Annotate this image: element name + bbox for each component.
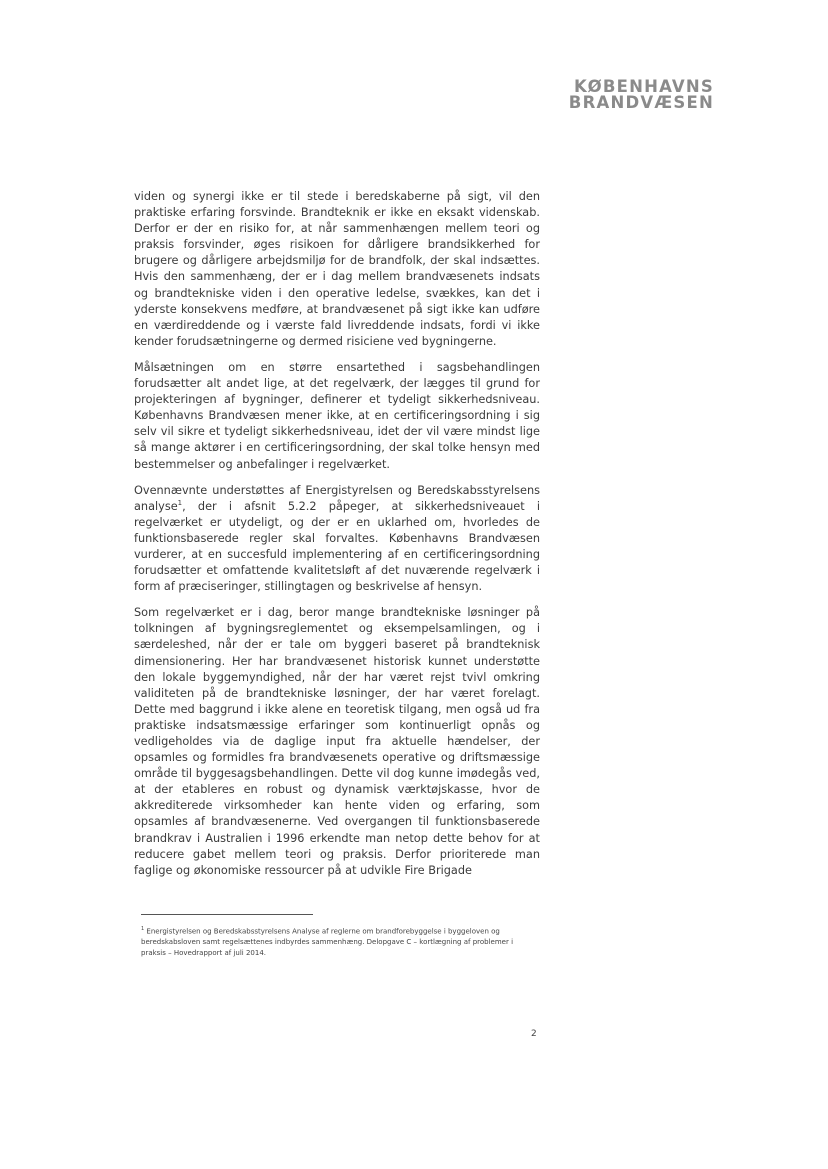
paragraph-3 [134, 483, 540, 596]
paragraph-3-text-b: , der i afsnit 5.2.2 påpeger, at sikkerhedsniveauet i regelværket er utydeligt, og der er en uklarhed om, hvorledes de funktionsbaserede regler skal forvaltes. Københavns Brandvæsen vurderer, at en succesfuld implementering af en certificeringsordning forudsætter et omfattende kvalitetsløft af det nuværende regelværk i form af præciseringer, stillingtagen og beskrivelse af hensyn. [134, 499, 540, 594]
logo-line-1: KØBENHAVNS [574, 77, 714, 96]
logo-line-2: BRANDVÆSEN [568, 93, 714, 112]
footnote-marker: 1 [141, 926, 145, 932]
page-number: 2 [531, 1029, 537, 1039]
body-text [134, 189, 540, 889]
paragraph-2: Målsætningen om en større ensartethed i sagsbehandlingen forudsætter alt andet lige, at det regelværk, der lægges til grund for projekteringen af bygninger, definerer et tydeligt sikkerhedsniveau. Københavns Brandvæsen mener ikke, at en certificeringsordning i sig selv vil sikre et tydeligt sikkerhedsniveau, idet der vil være mindst lige så mange aktører i en certificeringsordning, der skal tolke hensyn med bestemmelser og anbefalinger i regelværket. [134, 360, 540, 471]
footnote-divider [141, 914, 313, 915]
footnote-text: Energistyrelsen og Beredskabsstyrelsens Analyse af reglerne om brandforebyggelse i byggeloven og beredskabsloven samt regelsættenes indbyrdes sammenhæng. Delopgave C – kortlægning af problemer i praksis – Hovedrapport af juli 2014. [141, 927, 514, 958]
paragraph-1: viden og synergi ikke er til stede i beredskaberne på sigt, vil den praktiske erfaring forsvinde. Brandteknik er ikke en eksakt videnskab. Derfor er der en risiko for, at når sammenhængen mellem teori og praksis forsvinder, øges risikoen for dårligere brandsikkerhed for brugere og dårligere arbejdsmiljø for de brandfolk, der skal indsættes. Hvis den sammenhæng, der er i dag mellem brandvæsenets indsats og brandtekniske viden i den operative ledelse, svækkes, kan det i yderste konsekvens medføre, at brandvæsenet på sigt ikke kan udføre en værdireddende og i værste fald livreddende indsats, fordi vi ikke kender forudsætningerne og dermed risiciene ved bygningerne. [134, 190, 540, 348]
footnote [141, 924, 536, 959]
paragraph-3-text-a: Ovennævnte understøttes af Energistyrelsen og Beredskabsstyrelsens analyse [134, 483, 540, 513]
footnote-reference: 1 [177, 498, 183, 507]
paragraph-4: Som regelværket er i dag, beror mange brandtekniske løsninger på tolkningen af bygningsreglementet og eksempelsamlingen, og i særdeleshed, når der er tale om byggeri baseret på brandteknisk dimensionering. Her har brandvæsenet historisk kunnet understøtte den lokale byggemyndighed, når der har været rejst tvivl omkring validiteten på de brandtekniske løsninger, der har været forelagt. Dette med baggrund i ikke alene en teoretisk tilgang, men også ud fra praktiske indsatsmæssige erfaringer som kontinuerligt opnås og vedligeholdes via de daglige input fra aktuelle hændelser, der opsamles og formidles fra brandvæsenets operative og driftsmæssige område til byggesagsbehandlingen. Dette vil dog kunne imødegås ved, at der etableres en robust og dynamisk værktøjskasse, hvor de akkrediterede virksomheder kan hente viden og erfaring, som opsamles af brandvæsenerne. Ved overgangen til funktionsbaserede brandkrav i Australien i 1996 erkendte man netop dette behov for at reducere gabet mellem teori og praksis. Derfor prioriterede man faglige og økonomiske ressourcer på at udvikle Fire Brigade [134, 606, 540, 877]
brand-logo [569, 79, 714, 111]
